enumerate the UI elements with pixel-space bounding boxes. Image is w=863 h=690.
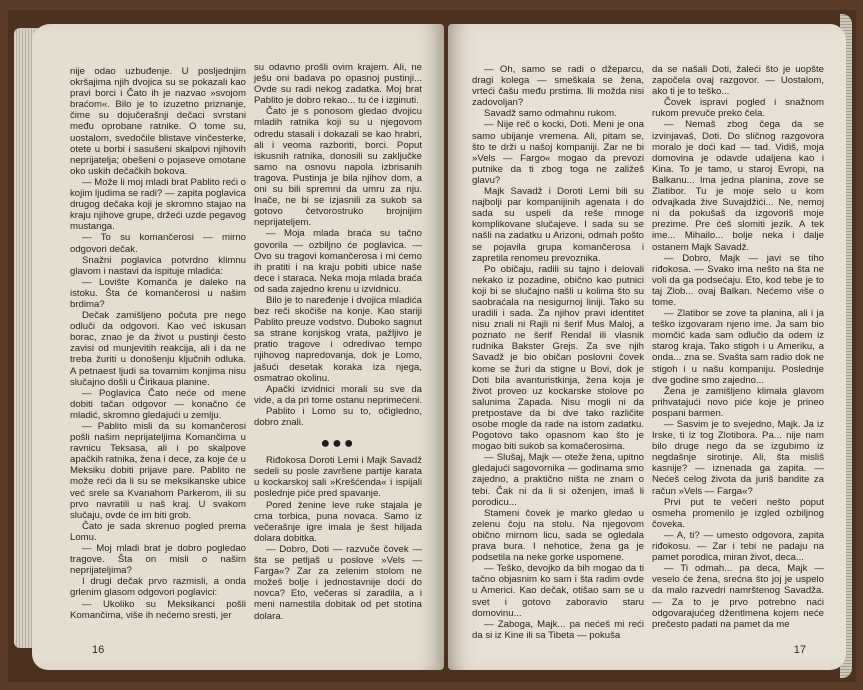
left-column-2 — [254, 62, 422, 622]
paragraph: Apački izvidnici morali su sve da vide, a da pri tome ostanu neprimećeni. — [254, 383, 422, 406]
paragraph: — Oh, samo se radi o džeparcu, dragi kolega — smeškala se žena, vrteći čašu među prstima. Ili možda nisi zadovoljan? — [472, 64, 644, 109]
right-page — [448, 24, 846, 670]
paragraph: — Teško, devojko da bih mogao da ti tačno objasnim ko sam i šta radim ovde u Americi. Kao dečak, otišao sam se u svet i gotovo zaboravio staru domovinu... — [472, 563, 644, 619]
paragraph: — Nije reč o kocki, Doti. Meni je ona samo ubijanje vremena. Ali, pitam se, što te drži u našoj kompaniji. Zar ne bi »Vels — Fargo« mogao da prevozi putnike da ti zbog toga ne zaližeš glavu? — [472, 119, 644, 186]
paragraph: — Može li moj mladi brat Pablito reći o kojim ljudima se radi? — zapita poglavica drugog dečaka koji je skromno stajao na kraju njihove grupe, držeći uzde pegavog mustanga. — [70, 176, 246, 233]
paragraph: Čato je s ponosom gledao dvojicu mladih ratnika koji su u njegovom odredu stasali i dokazali se kao hrabri, ali i veoma razboriti, borci. Poput iskusnih ratnika, donosili su zaključke samo na osnovu napola izbrisanih tragova. Pustinja je bila njihov dom, a oni su bili spremni da umru za nju. Inače, ne bi se izjasnili za sukob sa gotovo četvorostruko brojnijim neprijateljem. — [254, 106, 422, 229]
paragraph: Dečak zamišljeno počuta pre nego odluči da odgovori. Kao već iskusan borac, znao je da život u pustinji često zavisi od munjevitih reakcija, ali i da ne treba žuriti u donošenju ključnih odluka. A petnaest ljudi sa tovarnim konjima nisu slučajno došli u Čirikaua planine. — [70, 310, 246, 388]
page-number-left: 16 — [92, 644, 105, 656]
left-page — [32, 24, 444, 670]
section-divider: ●●● — [320, 435, 356, 453]
paragraph: Prvi put te večeri nešto poput osmeha promenilo je izgled ozbiljnog čoveka. — [652, 496, 824, 530]
paragraph: Savadž samo odmahnu rukom. — [484, 108, 617, 120]
paragraph: — Dobro, Majk — javi se tiho riđokosa. — Svako ima nešto na šta ne voli da ga podsećaju. Eto, kod tebe je to taj Zlob... ovaj Balkan. Nećemo više o tome. — [652, 252, 824, 308]
paragraph: su odavno prošli ovim krajem. Ali, ne ješu oni badava po opasnoj pustinji... Ovde su radi nekog zadatka. Moj brat Pablito je dobro rekao... tu će i izginuti. — [254, 62, 422, 107]
page-number-right: 17 — [793, 644, 806, 656]
paragraph: Žena je zamišljeno klimala glavom prihvatajući novo piće koje je prineo pospani barmen. — [652, 385, 824, 419]
paragraph: Stameni čovek je marko gledao u zelenu čoju na stolu. Na njegovom obično mirnom licu, sada se ogledala prava bura. I nehotice, žena ga je podsetila na neke gorke uspomene. — [472, 507, 644, 564]
paragraph: Pored ženine leve ruke stajala je crna torbica, puna novaca. Samo iz večerašnje igre imala je šest hiljada dolara dobitka. — [254, 499, 422, 544]
paragraph: — To su komančerosi — mirno odgovori dečak. — [70, 232, 246, 255]
paragraph: da se našali Doti, žaleći što je uopšte započela ovaj razgovor. — Uostalom, ako ti je to teško... — [652, 64, 824, 98]
right-column-1 — [472, 64, 644, 641]
paragraph: Čovek ispravi pogled i snažnom rukom prevuče preko čela. — [652, 97, 824, 120]
paragraph: — Lovište Komanča je daleko na istoku. Šta će komančerosi u našim brdima? — [70, 276, 246, 310]
paragraph: — Pablito misli da su komančerosi pošli našim neprijateljima Komančima u ravnicu Teksasa, ali i po skalpove apačkih ratnika, žena i dece, za koje će u Meksiku dobiti prijave pare. Pablito ne može reći da li su se meksikanske ubice već srele sa Kvanahom Parkerom, ili su prvo navratili u naš kraj. U svakom slučaju, ovde će im biti grob. — [70, 421, 246, 521]
paragraph: nije odao uzbuđenje. U posljednjim okršajima njih dvojica su se pokazali kao pravi borci i Čato ih je nazvao »svojom braćom«. Bilo je to izuzetno priznanje, čime su dojučerašnji dečaci svrstani među oprobane ratnike. O tome su, uostalom, svedočile blistave vinčesterke, otete u borbi i sasušeni skalpovi njihovih neprijatelja; obešeni o pojaseve omotane oko uskih dečačkih bokova. — [70, 66, 246, 177]
paragraph: — Dobro, Doti — razvuče čovek — šta se petljaš u poslove »Vels — Farga«? Zar za zelenim stolom ne možeš bolje i jednostavnije doći do novca? Eto, večeras si zaradila, a i meni namestila dobitak od pet stotina dolara. — [254, 543, 422, 622]
paragraph: — A, ti? — umesto odgovora, zapita riđokosu. — Zar i tebi ne padaju na pamet porodica, miran život, deca... — [652, 529, 824, 564]
paragraph: — Moj mladi brat je dobro pogledao tragove. Šta on misli o našim neprijateljima? — [70, 543, 246, 577]
paragraph: Majk Savadž i Doroti Lemi bili su najbolji par kompanijinih agenata i do sada su uspeli da reše mnoge komplikovane slučajeve. I sada su se našli na zadatku u Arizoni, odmah pošto se pojavila grupa komančerosa i zapretila renomeu prevoznika. — [472, 186, 644, 264]
paragraph: Pablito i Lomo su to, očigledno, dobro znali. — [254, 405, 422, 428]
paragraph: — Nemaš zbog čega da se izvinjavaš, Doti. Do sličnog razgovora moralo je doći kad — tad. Vidiš, moja domovina je odavde udaljena kao i Kina. To je tamo, u staroj Evropi, na Balkanu... Ima jedna planina, zove se Zlatibor. Tu je moje selo u kom odvajkada žive Suvajdžići... Ne, nemoj ni da pokušaš da izgovoriš moje prezime. Pre ćeš slomiti jezik. A tek ime... Mihailo... bolje neka i dalje ostanem Majk Savadž. — [652, 119, 824, 253]
paragraph: — Ukoliko su Meksikanci pošli Komančima, više ih nećemo sresti, jer — [70, 598, 246, 621]
paragraph: Riđokosa Doroti Lemi i Majk Savadž sedeli su posle završene partije karata u kockarskoj sali »Krešćenda« i ispijali poslednje piće pred spavanje. — [254, 455, 422, 500]
left-column-1 — [70, 66, 246, 621]
paragraph: Čato je sada skrenuo pogled prema Lomu. — [70, 520, 246, 543]
paragraph: — Zaboga, Majk... pa nećeš mi reći da si iz Kine ili sa Tibeta — pokuša — [472, 618, 644, 641]
paragraph: Snažni poglavica potvrdno klimnu glavom i nastavi da ispituje mladića: — [70, 254, 246, 277]
paragraph: — Zlatibor se zove ta planina, ali i ja teško izgovaram njeno ime. Ja sam bio momčić kada sam odlučio da odem iz starog kraja. Tako stigoh i u Ameriku, a onda... zna se. Svašta sam radio dok ne stigoh i u našu kompaniju. Poslednje dve godine smo zajedno... — [652, 308, 824, 386]
paragraph: — Poglavica Čato neće od mene dobiti tačan odgovor — konačno će mladić, skromno gledajući u zemlju. — [70, 387, 246, 421]
paragraph: — Moja mlada braća su tačno govorila — ozbiljno će poglavica. — Ovo su tragovi komančerosa i mi ćemo ih pratiti i na kraju pobiti ubice naše dece i staraca. Neka moja mlada braća od sada zajedno krenu u izvidnicu. — [254, 228, 422, 295]
paragraph: Bilo je to naređenje i dvojica mladića bez reči skočiše na konje. Kao stariji Pablito preuze vodstvo. Duboko sagnut sa strane konjskog vrata, pažljivo je pratio tragove i odredivao tempo njihovog napredovanja, dok je Lomo, jašući desetak koraka iza njega, osmatrao okolinu. — [254, 294, 422, 384]
open-book — [8, 10, 856, 682]
paragraph: — Slušaj, Majk — oteže žena, upitno gledajući sagovornika — godinama smo zajedno, a praktično ništa ne znam o tebi. Čak ni da li si oženjen, imaš li porodicu... — [472, 452, 644, 508]
paragraph: I drugi dečak prvo razmisli, a onda grlenim glasom odgovori poglavici: — [70, 576, 246, 599]
right-column-2 — [652, 64, 824, 630]
paragraph: — Ti odmah... pa deca, Majk — veselo će žena, srećna što joj je uspelo da malo razvedri namrštenog Savadža. — Za to je prvo potrebno naći odgovarajućeg džentlmena kojem neće prečesto padati na pamet da me — [652, 563, 824, 630]
paragraph: — Sasvim je to svejedno, Majk. Ja iz Irske, ti iz tog Zlotibora. Pa... nije nam bilo druge nego da se izgubimo iz negdašnje sirotinje. Ali, šta misliš kasnije? — iznenada ga zapita. — Nećeš celog života da juriš bandite za račun »Vels — Farga«? — [652, 419, 824, 497]
paragraph: Po običaju, radili su tajno i delovali nekako iz pozadine, obično kao putnici koji bi se slučajno našli u kolima što su saobraćala na nesigurnoj liniji. Tako su uradili i sada. Za njihov pravi identitet nisu znali ni Rajli ni šerif Mus Maloj, a poznato ne šerif Rendal ili vlasnik rudnika Bakster Grejs. Za sve njih Savadž je bio običan poslovni čovek kome se žuri da stigne u Bovi, dok je Doti bila avanturistkinja, žena koja je život proveo uz kockarske stolove po salunima Zapada. Nisu mogli ni da pretpostave da bi dve tako različite osobe mogle da rade na istom zadatku. Pogotovo tako opasnom kao što je mogao biti sukob sa komačerosima. — [472, 263, 644, 453]
